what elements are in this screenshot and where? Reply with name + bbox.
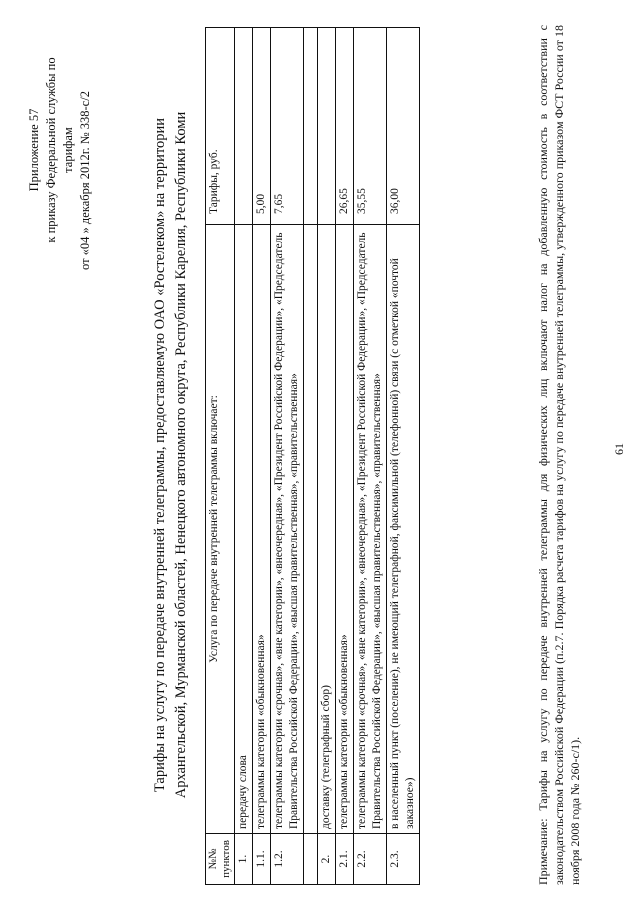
row-service: телеграммы категории «обыкновенная»	[336, 225, 354, 834]
row-price	[235, 28, 253, 225]
row-service: доставку (телеграфный сбор)	[318, 225, 336, 834]
note-paragraph: Примечание: Тарифы на услугу по передаче внутренней телеграммы для физических лиц включают налог на добавленную стоимость в соответствии с законодательством Российской Федерации (п.2.7. Порядка расчета тарифов на услугу по передаче внутренней телеграммы, утвержденного приказом ФСТ России от 18 ноября 2008 года № 260-с/1).	[536, 25, 582, 885]
header-service: Услуга по передаче внутренней телеграммы включает:	[206, 225, 235, 834]
table-row	[235, 28, 253, 885]
row-price: 5,00	[253, 28, 271, 225]
table-row-spacer	[304, 28, 318, 885]
table-header-row	[206, 28, 235, 885]
table-row	[354, 28, 387, 885]
header-num: №№ пунктов	[206, 834, 235, 885]
appendix-header	[26, 20, 94, 280]
header-price: Тарифы, руб.	[206, 28, 235, 225]
row-num: 1.2.	[271, 834, 304, 885]
row-service: в населенный пункт (поселение), не имеющий телеграфной, факсимильной (телефонной) связи (с отметкой «почтой заказное»)	[387, 225, 420, 834]
row-num: 1.1.	[253, 834, 271, 885]
row-service: телеграммы категории «обыкновенная»	[253, 225, 271, 834]
table-row	[318, 28, 336, 885]
row-service: телеграммы категории «срочная», «вне категории», «внеочередная», «Президент Российской Федерации», «Председатель Правительства Российской Федерации», «высшая правительственная», «правительственная»	[271, 225, 304, 834]
row-service: телеграммы категории «срочная», «вне категории», «внеочередная», «Президент Российской Федерации», «Председатель Правительства Российской Федерации», «высшая правительственная», «правительственная»	[354, 225, 387, 834]
row-num: 2.1.	[336, 834, 354, 885]
table-row	[387, 28, 420, 885]
table-row	[336, 28, 354, 885]
document-title	[150, 25, 192, 885]
appendix-line-1: к приказу Федеральной службы по	[44, 57, 58, 243]
row-price: 26,65	[336, 28, 354, 225]
row-num: 2.3.	[387, 834, 420, 885]
page-number: 61	[612, 443, 626, 455]
tariff-table	[205, 27, 420, 885]
table-row	[253, 28, 271, 885]
appendix-title: Приложение 57	[27, 108, 41, 192]
row-service: передачу слова	[235, 225, 253, 834]
row-price	[304, 28, 318, 225]
row-price	[318, 28, 336, 225]
appendix-line-2: тарифам	[61, 127, 75, 173]
row-price: 36,00	[387, 28, 420, 225]
document-title-line-2: Архангельской, Мурманской областей, Ненецкого автономного округа, Республики Карелия, Республики Коми	[173, 111, 189, 799]
row-price: 35,55	[354, 28, 387, 225]
row-num: 2.	[318, 834, 336, 885]
row-num: 1.	[235, 834, 253, 885]
table-row	[271, 28, 304, 885]
appendix-date: от «04 » декабря 2012г. № 338-с/2	[78, 91, 92, 270]
row-num: 2.2.	[354, 834, 387, 885]
row-num	[304, 834, 318, 885]
row-service	[304, 225, 318, 834]
row-price: 7,65	[271, 28, 304, 225]
document-title-line-1: Тарифы на услугу по передаче внутренней телеграммы, предоставляемую ОАО «Ростелеком» на территории	[152, 117, 168, 793]
